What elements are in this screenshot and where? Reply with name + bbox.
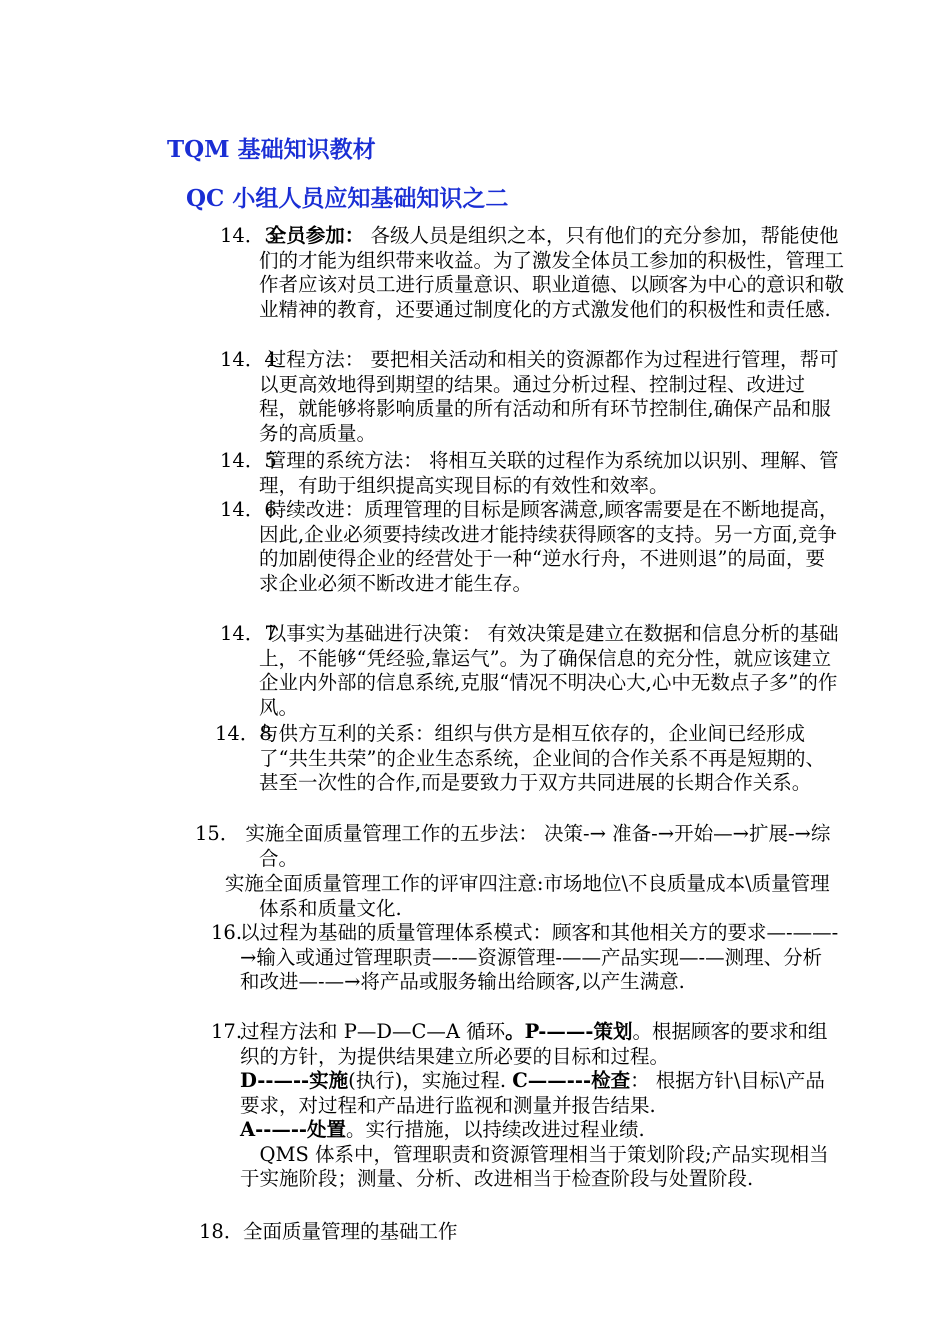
section-number: 18． xyxy=(199,1220,244,1243)
section-number: 14．7 xyxy=(220,622,277,645)
act-label: A--—--处置 xyxy=(240,1118,347,1141)
check-text: ： 根据方针\目标\产品要求，对过程和产品进行监视和测量并报告结果. xyxy=(240,1069,825,1117)
section-number: 14．5 xyxy=(220,449,277,472)
act-paragraph xyxy=(240,1118,840,1143)
section-14-3 xyxy=(220,224,853,322)
section-14-7 xyxy=(220,622,841,720)
section-number: 14．6 xyxy=(220,498,277,521)
plan-text: 。根据顾客的要求和组织的方针，为提供结果建立所必要的目标和过程。 xyxy=(240,1020,828,1068)
section-text: 以过程为基础的质量管理体系模式：顾客和其他相关方的要求—-——-→输入或通过管理职责—-—资源管理-——产品实现—-—测理、分析和改进—-—→将产品或服务输出给顾客,以产生满意. xyxy=(240,921,839,993)
section-number: 16. xyxy=(211,921,243,944)
section-14-6 xyxy=(220,498,841,596)
section-text: 实施全面质量管理工作的五步法： 决策-→ 准备-→开始—→扩展-→综合。 xyxy=(245,822,831,870)
do-check-paragraph xyxy=(240,1069,840,1118)
section-text: 管理的系统方法： 将相互关联的过程作为系统加以识别、理解、管理，有助于组织提高实现目标的有效性和效率。 xyxy=(259,449,839,497)
section-body xyxy=(259,224,853,322)
section-number: 14．3 xyxy=(220,224,277,247)
document-title: TQM 基础知识教材 xyxy=(167,136,376,163)
section-number: 14．8 xyxy=(215,722,272,745)
section-number: 14．4 xyxy=(220,348,277,371)
section-text: 以事实为基础进行决策： 有效决策是建立在数据和信息分析的基础上，不能够“凭经验,靠运气”。为了确保信息的充分性，就应该建立企业内外部的信息系统,克服“情况不明决心大,心中无数点子多”的作风。 xyxy=(259,622,839,719)
section-17 xyxy=(211,1020,840,1192)
section-15-note xyxy=(224,872,841,921)
plan-label: 。P-——-策划 xyxy=(505,1020,633,1043)
section-15 xyxy=(195,822,841,871)
section-text: 与供方互利的关系：组织与供方是相互依存的，企业间已经形成了“共生共荣”的企业生态系统，企业间的合作关系不再是短期的、甚至一次性的合作,而是要致力于双方共同进展的长期合作关系。 xyxy=(259,722,825,794)
section-text: 持续改进：质理管理的目标是顾客满意,顾客需要是在不断地提高，因此,企业必须要持续改进才能持续获得顾客的支持。另一方面,竞争的加剧使得企业的经营处于一种“逆水行舟，不进则退”的局面，要求企业必须不断改进才能生存。 xyxy=(259,498,839,595)
do-text: (执行)，实施过程. xyxy=(348,1069,513,1092)
section-18 xyxy=(199,1220,825,1245)
section-text: 全面质量管理的基础工作 xyxy=(243,1220,458,1243)
section-text: 过程方法： 要把相关活动和相关的资源都作为过程进行管理，帮可以更高效地得到期望的结果。通过分析过程、控制过程、改进过程，就能够将影响质量的所有活动和所有环节控制住,确保产品和服务的高质量。 xyxy=(259,348,839,445)
section-14-5 xyxy=(220,449,859,498)
section-text: 过程方法和 P—D—C—A 循环 xyxy=(240,1020,506,1043)
section-number: 15． xyxy=(195,822,240,845)
act-text: 。实行措施，以持续改进过程业绩. xyxy=(346,1118,645,1141)
section-16 xyxy=(211,921,840,995)
section-14-4 xyxy=(220,348,841,446)
section-14-8 xyxy=(215,722,841,796)
section-number: 17. xyxy=(211,1020,243,1043)
qms-paragraph: QMS 体系中，管理职责和资源管理相当于策划阶段;产品实现相当于实施阶段；测量、分析、改进相当于检查阶段与处置阶段. xyxy=(240,1142,829,1190)
section-text: 各级人员是组织之本，只有他们的充分参加，帮能使他们的才能为组织带来收益。为了激发全体员工参加的积极性，管理工作者应该对员工进行质量意识、职业道德、以顾客为中心的意识和敬业精神的教育，还要通过制度化的方式激发他们的积极性和责任感. xyxy=(259,224,845,321)
section-heading: 全员参加： xyxy=(266,224,365,247)
do-label: D--—--实施 xyxy=(240,1069,349,1092)
document-subtitle: QC 小组人员应知基础知识之二 xyxy=(186,185,509,212)
check-label: C——---检查 xyxy=(512,1069,631,1092)
section-text: 实施全面质量管理工作的评审四注意:市场地位\不良质量成本\质量管理体系和质量文化. xyxy=(224,872,830,920)
section-body xyxy=(240,1020,840,1069)
